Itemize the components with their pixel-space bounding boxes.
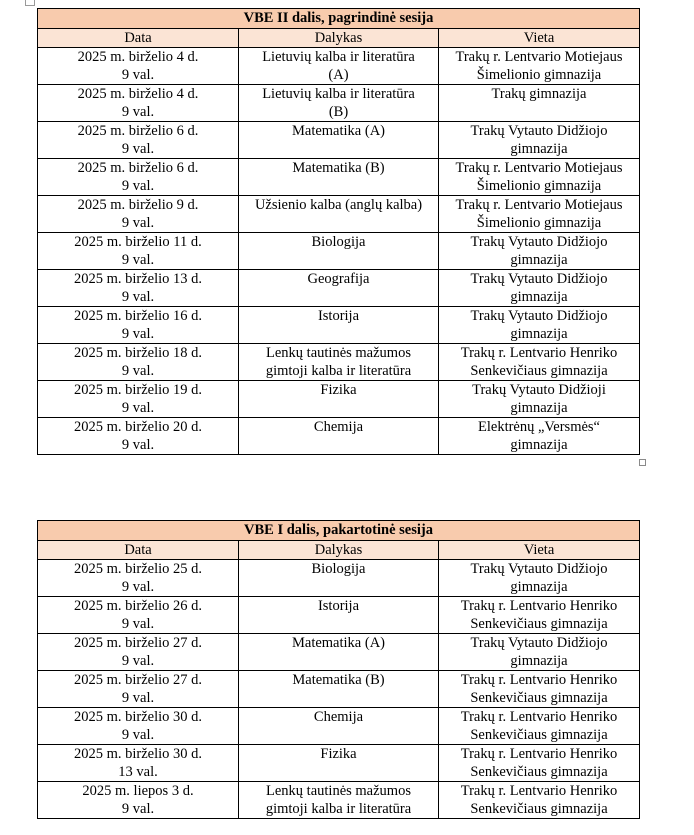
cell-text-line: 2025 m. birželio 9 d. — [77, 197, 199, 213]
cell-text-line: Senkevičiaus gimnazija — [470, 690, 608, 706]
date-cell[interactable] — [38, 597, 239, 634]
column-header-date: Data — [38, 29, 239, 48]
date-cell[interactable] — [38, 122, 239, 159]
cell-text-line: 9 val. — [121, 727, 155, 743]
table-row — [38, 270, 640, 307]
subject-cell[interactable] — [239, 85, 439, 122]
cell-text-line: 2025 m. birželio 4 d. — [77, 86, 199, 102]
cell-text-line: Chemija — [313, 709, 364, 725]
venue-cell[interactable] — [439, 196, 640, 233]
table-row — [38, 48, 640, 85]
cell-text-line: 9 val. — [121, 363, 155, 379]
venue-cell[interactable] — [439, 233, 640, 270]
venue-cell[interactable] — [439, 85, 640, 122]
cell-text-line: Geografija — [307, 271, 370, 287]
cell-text-line: 9 val. — [121, 141, 155, 157]
table-anchor-mark[interactable] — [25, 0, 35, 6]
table-row — [38, 233, 640, 270]
table-body — [38, 560, 640, 819]
cell-text-line: 9 val. — [121, 801, 155, 817]
cell-text-line: Biologija — [311, 234, 366, 250]
cell-text-line: (B) — [328, 104, 349, 120]
cell-text-line: Matematika (A) — [291, 635, 385, 651]
cell-text-line: Trakų r. Lentvario Henriko — [460, 672, 618, 688]
subject-cell[interactable] — [239, 634, 439, 671]
date-cell[interactable] — [38, 196, 239, 233]
cell-text-line: Trakų Vytauto Didžiojo — [470, 635, 608, 651]
table-title: VBE II dalis, pagrindinė sesija — [38, 9, 640, 29]
cell-text-line: 2025 m. birželio 6 d. — [77, 123, 199, 139]
subject-cell[interactable] — [239, 560, 439, 597]
subject-cell[interactable] — [239, 344, 439, 381]
cell-text-line: gimnazija — [510, 289, 568, 305]
cell-text-line: Užsienio kalba (anglų kalba) — [254, 197, 423, 213]
cell-text-line: Matematika (B) — [292, 160, 385, 176]
cell-text-line: Trakų Vytauto Didžiojo — [470, 234, 608, 250]
date-cell[interactable] — [38, 48, 239, 85]
cell-text-line: 9 val. — [121, 400, 155, 416]
table-row — [38, 418, 640, 455]
column-header-subject: Dalykas — [239, 29, 439, 48]
venue-cell[interactable] — [439, 344, 640, 381]
date-cell[interactable] — [38, 233, 239, 270]
cell-text-line: Senkevičiaus gimnazija — [470, 801, 608, 817]
table-row — [38, 745, 640, 782]
table-resize-handle[interactable] — [639, 459, 646, 466]
date-cell[interactable] — [38, 270, 239, 307]
cell-text-line: Lietuvių kalba ir literatūra — [262, 86, 415, 102]
subject-cell[interactable] — [239, 48, 439, 85]
cell-text-line: 9 val. — [121, 178, 155, 194]
table-row — [38, 671, 640, 708]
table-body — [38, 48, 640, 455]
subject-cell[interactable] — [239, 597, 439, 634]
cell-text-line: 2025 m. birželio 11 d. — [74, 234, 202, 250]
cell-text-line: 9 val. — [121, 215, 155, 231]
column-header-venue: Vieta — [439, 29, 640, 48]
cell-text-line: Biologija — [311, 561, 366, 577]
cell-text-line: 2025 m. liepos 3 d. — [82, 783, 194, 799]
cell-text-line: Elektrėnų „Versmės“ — [478, 419, 600, 435]
cell-text-line: Senkevičiaus gimnazija — [470, 727, 608, 743]
date-cell[interactable] — [38, 671, 239, 708]
cell-text-line: Trakų r. Lentvario Motiejaus — [455, 197, 623, 213]
cell-text-line: Trakų Vytauto Didžiojo — [470, 123, 608, 139]
subject-cell[interactable] — [239, 708, 439, 745]
cell-text-line: 2025 m. birželio 6 d. — [77, 160, 199, 176]
cell-text-line: Matematika (B) — [292, 672, 385, 688]
cell-text-line: Istorija — [317, 308, 360, 324]
cell-text-line: 2025 m. birželio 27 d. — [73, 635, 203, 651]
column-header-venue: Vieta — [439, 541, 640, 560]
exam-table-main-session — [37, 8, 640, 455]
venue-cell[interactable] — [439, 634, 640, 671]
cell-text-line: 9 val. — [121, 616, 155, 632]
cell-text-line: Šimelionio gimnazija — [476, 215, 602, 231]
cell-text-line: Trakų Vytauto Didžiojo — [470, 308, 608, 324]
column-header-date: Data — [38, 541, 239, 560]
column-header-subject: Dalykas — [239, 541, 439, 560]
cell-text-line: Šimelionio gimnazija — [476, 67, 602, 83]
cell-text-line: gimtoji kalba ir literatūra — [265, 363, 412, 379]
cell-text-line: 9 val. — [121, 289, 155, 305]
cell-text-line: Fizika — [320, 746, 357, 762]
subject-cell[interactable] — [239, 782, 439, 819]
subject-cell[interactable] — [239, 159, 439, 196]
subject-cell[interactable] — [239, 418, 439, 455]
venue-cell[interactable] — [439, 671, 640, 708]
date-cell[interactable] — [38, 344, 239, 381]
cell-text-line: Senkevičiaus gimnazija — [470, 764, 608, 780]
table-row — [38, 381, 640, 418]
cell-text-line: 2025 m. birželio 26 d. — [73, 598, 203, 614]
date-cell[interactable] — [38, 634, 239, 671]
date-cell[interactable] — [38, 307, 239, 344]
subject-cell[interactable] — [239, 270, 439, 307]
cell-text-line: Matematika (A) — [291, 123, 385, 139]
date-cell[interactable] — [38, 560, 239, 597]
table-row — [38, 560, 640, 597]
cell-text-line: 13 val. — [118, 764, 158, 780]
venue-cell[interactable] — [439, 745, 640, 782]
cell-text-line: Istorija — [317, 598, 360, 614]
cell-text-line: 2025 m. birželio 18 d. — [73, 345, 203, 361]
cell-text-line: 9 val. — [121, 653, 155, 669]
venue-cell[interactable] — [439, 159, 640, 196]
subject-cell[interactable] — [239, 122, 439, 159]
table-row — [38, 344, 640, 381]
table-row — [38, 597, 640, 634]
venue-cell[interactable] — [439, 270, 640, 307]
table-row — [38, 782, 640, 819]
cell-text-line: Senkevičiaus gimnazija — [470, 363, 608, 379]
table-row — [38, 634, 640, 671]
cell-text-line: Trakų r. Lentvario Henriko — [460, 345, 618, 361]
cell-text-line: gimnazija — [510, 141, 568, 157]
cell-text-line: 9 val. — [121, 67, 155, 83]
cell-text-line: Trakų Vytauto Didžiojo — [470, 271, 608, 287]
subject-cell[interactable] — [239, 196, 439, 233]
cell-text-line: gimnazija — [510, 653, 568, 669]
cell-text-line: 2025 m. birželio 30 d. — [73, 709, 203, 725]
cell-text-line: 2025 m. birželio 13 d. — [73, 271, 203, 287]
cell-text-line: 2025 m. birželio 25 d. — [73, 561, 203, 577]
cell-text-line: Lenkų tautinės mažumos — [266, 345, 411, 361]
cell-text-line: Trakų r. Lentvario Motiejaus — [455, 160, 623, 176]
cell-text-line: Trakų gimnazija — [491, 86, 587, 102]
cell-text-line: Chemija — [313, 419, 364, 435]
cell-text-line: gimtoji kalba ir literatūra — [265, 801, 412, 817]
subject-cell[interactable] — [239, 233, 439, 270]
exam-table-retake-session — [37, 520, 640, 819]
cell-text-line: 2025 m. birželio 27 d. — [73, 672, 203, 688]
subject-cell[interactable] — [239, 745, 439, 782]
cell-text-line: 9 val. — [121, 104, 155, 120]
table-row — [38, 708, 640, 745]
subject-cell[interactable] — [239, 307, 439, 344]
cell-text-line: Trakų r. Lentvario Motiejaus — [455, 49, 623, 65]
cell-text-line: Trakų r. Lentvario Henriko — [460, 598, 618, 614]
cell-text-line: 9 val. — [121, 437, 155, 453]
date-cell[interactable] — [38, 708, 239, 745]
cell-text-line: 2025 m. birželio 16 d. — [73, 308, 203, 324]
table-row — [38, 196, 640, 233]
cell-text-line: (A) — [328, 67, 349, 83]
venue-cell[interactable] — [439, 708, 640, 745]
cell-text-line: gimnazija — [510, 326, 568, 342]
venue-cell[interactable] — [439, 48, 640, 85]
date-cell[interactable] — [38, 745, 239, 782]
cell-text-line: Lietuvių kalba ir literatūra — [262, 49, 415, 65]
date-cell[interactable] — [38, 159, 239, 196]
venue-cell[interactable] — [439, 782, 640, 819]
cell-text-line: 2025 m. birželio 19 d. — [73, 382, 203, 398]
venue-cell[interactable] — [439, 307, 640, 344]
cell-text-line: 9 val. — [121, 252, 155, 268]
cell-text-line: 9 val. — [121, 690, 155, 706]
cell-text-line: gimnazija — [510, 437, 568, 453]
date-cell[interactable] — [38, 782, 239, 819]
table-row — [38, 85, 640, 122]
cell-text-line: 2025 m. birželio 30 d. — [73, 746, 203, 762]
date-cell[interactable] — [38, 381, 239, 418]
cell-text-line: Lenkų tautinės mažumos — [266, 783, 411, 799]
cell-text-line: 2025 m. birželio 4 d. — [77, 49, 199, 65]
cell-text-line: gimnazija — [510, 579, 568, 595]
cell-text-line: 9 val. — [121, 326, 155, 342]
venue-cell[interactable] — [439, 381, 640, 418]
subject-cell[interactable] — [239, 381, 439, 418]
table-row — [38, 307, 640, 344]
venue-cell[interactable] — [439, 597, 640, 634]
cell-text-line: gimnazija — [510, 252, 568, 268]
cell-text-line: 2025 m. birželio 20 d. — [73, 419, 203, 435]
cell-text-line: Fizika — [320, 382, 357, 398]
cell-text-line: Šimelionio gimnazija — [476, 178, 602, 194]
cell-text-line: Trakų r. Lentvario Henriko — [460, 746, 618, 762]
venue-cell[interactable] — [439, 122, 640, 159]
table-title: VBE I dalis, pakartotinė sesija — [38, 521, 640, 541]
cell-text-line: Trakų r. Lentvario Henriko — [460, 783, 618, 799]
subject-cell[interactable] — [239, 671, 439, 708]
cell-text-line: Trakų Vytauto Didžiojo — [470, 561, 608, 577]
table-row — [38, 122, 640, 159]
cell-text-line: Senkevičiaus gimnazija — [470, 616, 608, 632]
cell-text-line: 9 val. — [121, 579, 155, 595]
venue-cell[interactable] — [439, 560, 640, 597]
venue-cell[interactable] — [439, 418, 640, 455]
cell-text-line: Trakų Vytauto Didžioji — [472, 382, 606, 398]
date-cell[interactable] — [38, 418, 239, 455]
date-cell[interactable] — [38, 85, 239, 122]
table-row — [38, 159, 640, 196]
cell-text-line: Trakų r. Lentvario Henriko — [460, 709, 618, 725]
cell-text-line: gimnazija — [510, 400, 568, 416]
